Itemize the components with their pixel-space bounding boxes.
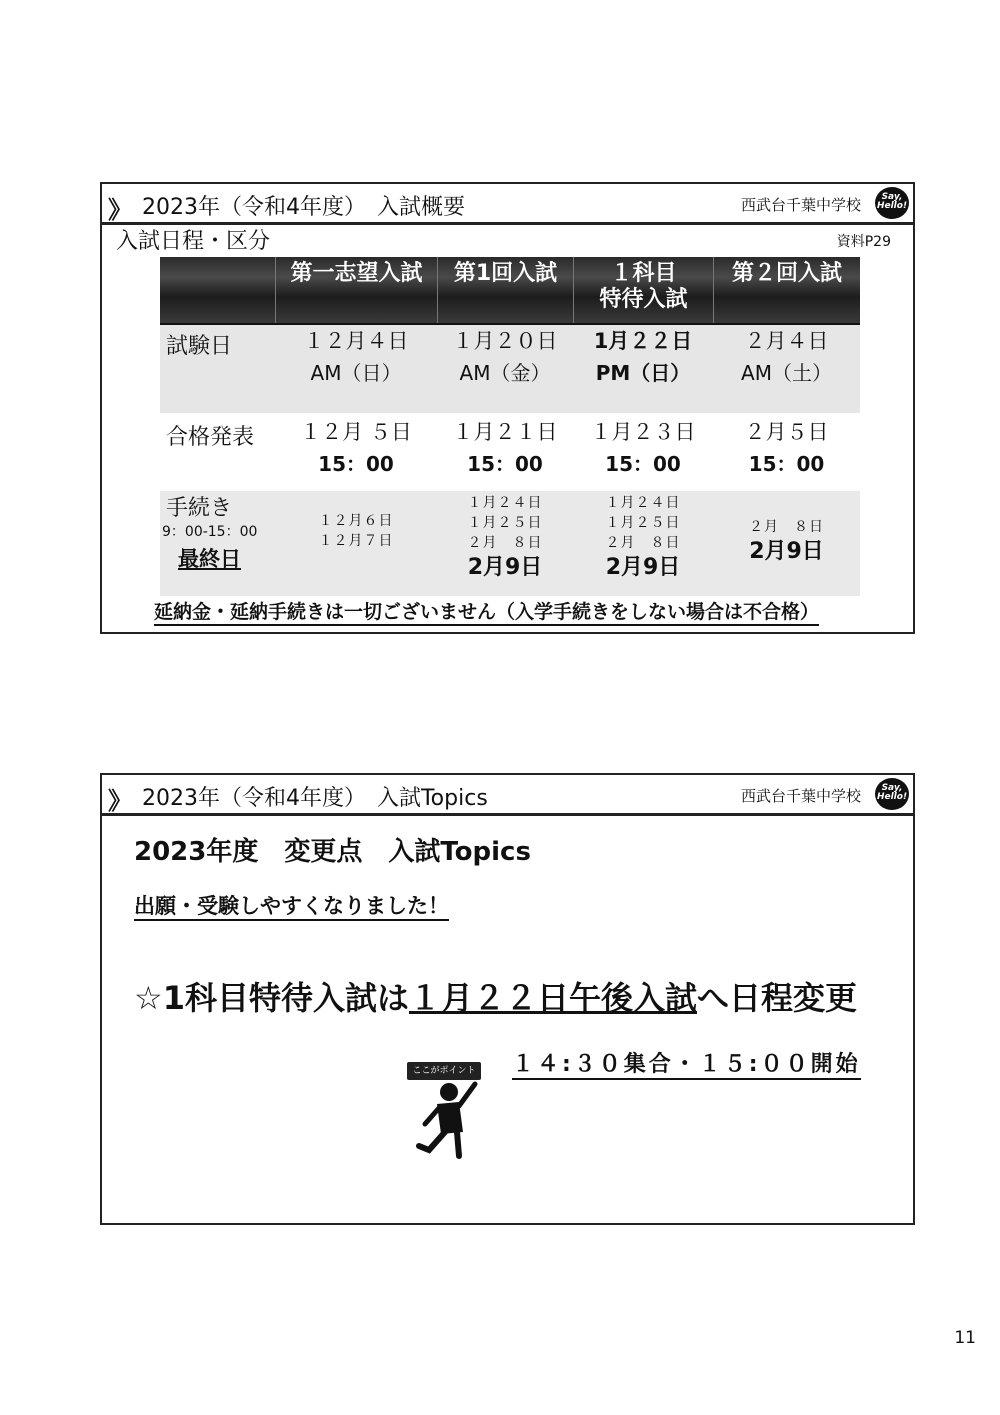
cell-pass-round1	[437, 416, 573, 480]
topics-main-change	[134, 973, 857, 1019]
cell-proc-round2	[713, 517, 860, 567]
school-name: 西武台千葉中学校	[740, 196, 861, 214]
cell-date: ２月４日	[744, 329, 829, 353]
section-subtitle: 入試日程・区分	[116, 229, 271, 254]
cell-exam-first	[275, 325, 437, 389]
pointing-person-icon	[407, 1080, 487, 1160]
page-number: 11	[954, 1328, 976, 1348]
cell-date: ２月 ８日	[605, 535, 681, 551]
cell-date: ２月 ８日	[467, 535, 543, 551]
double-chevron-icon: 》	[108, 787, 125, 815]
column-round-1: 第1回入試	[437, 257, 573, 323]
cell-proc-first	[275, 511, 437, 551]
table-row-exam-date	[160, 325, 860, 416]
column-one-subject-line2: 特待入試	[599, 287, 688, 312]
cell-date: 1月２２日	[593, 329, 693, 353]
slide-admission-topics	[100, 773, 915, 1225]
slide-header	[102, 775, 913, 816]
slide-title: 2023年（令和4年度） 入試概要	[142, 195, 465, 220]
assembly-start-time: １４:３０集合・１５:００開始	[512, 1047, 861, 1080]
school-name: 西武台千葉中学校	[740, 787, 861, 805]
main-change-prefix: ☆1科目特待入試は	[134, 979, 409, 1017]
cell-proc-one-subject	[573, 493, 713, 583]
point-badge: ここがポイント	[407, 1062, 481, 1080]
cell-date: ２月５日	[744, 420, 829, 444]
cell-time: AM（金）	[459, 361, 551, 385]
cell-time: 15：00	[748, 452, 825, 476]
topics-heading: 2023年度 変更点 入試Topics	[134, 837, 531, 867]
cell-time: PM（日）	[595, 361, 691, 385]
main-change-date: １月２２日午後入試	[408, 979, 697, 1017]
column-one-subject	[573, 257, 713, 323]
cell-final-date: 2月9日	[749, 539, 824, 564]
slide-header	[102, 184, 913, 225]
reference-label: 資料P29	[836, 234, 891, 250]
cell-time: 15：00	[605, 452, 681, 476]
cell-final-date: 2月9日	[605, 555, 681, 580]
slide-admission-overview	[100, 182, 915, 634]
school-logo-icon: Say, Hello!	[875, 187, 909, 219]
table-header	[160, 257, 860, 325]
cell-date: １２月７日	[318, 533, 394, 549]
cell-exam-round1	[437, 325, 573, 389]
cell-time: 15：00	[467, 452, 543, 476]
cell-date: １月２４日	[605, 495, 681, 511]
schedule-table	[160, 257, 860, 599]
cell-pass-one-subject	[573, 416, 713, 480]
column-one-subject-line1: １科目	[610, 261, 677, 286]
cell-final-date: 2月9日	[467, 555, 543, 580]
column-round-2: 第２回入試	[713, 257, 860, 323]
cell-time: 15：00	[318, 452, 394, 476]
table-row-procedure	[160, 491, 860, 599]
cell-date: １２月６日	[318, 513, 394, 529]
cell-proc-round1	[437, 493, 573, 583]
procedure-hours: 9：00-15：00	[162, 524, 258, 540]
final-day-label: 最終日	[178, 547, 241, 571]
deferral-notice: 延納金・延納手続きは一切ございません（入学手続きをしない場合は不合格）	[154, 600, 819, 626]
slide-title: 2023年（令和4年度） 入試Topics	[142, 786, 488, 811]
cell-time: AM（土）	[741, 361, 832, 385]
cell-time: AM（日）	[310, 361, 402, 385]
cell-date: １月２５日	[467, 515, 543, 531]
cell-date: １月２３日	[590, 420, 696, 444]
cell-date: １２月 ５日	[300, 420, 412, 444]
cell-exam-one-subject	[573, 325, 713, 389]
main-change-suffix: へ日程変更	[696, 979, 857, 1017]
cell-pass-first	[275, 416, 437, 480]
cell-pass-round2	[713, 416, 860, 480]
cell-date: １月２４日	[467, 495, 543, 511]
topics-catchphrase: 出願・受験しやすくなりました！	[134, 893, 449, 921]
double-chevron-icon: 》	[108, 196, 125, 224]
table-row-result-announcement	[160, 416, 860, 491]
cell-exam-round2	[713, 325, 860, 389]
cell-date: ２月 ８日	[749, 519, 824, 535]
cell-date: １月２１日	[452, 420, 558, 444]
cell-date: １２月４日	[303, 329, 409, 353]
cell-date: １月２０日	[452, 329, 558, 353]
column-first-choice: 第一志望入試	[275, 257, 437, 323]
row-label: 合格発表	[166, 425, 255, 450]
row-label: 手続き	[166, 496, 233, 521]
row-label: 試験日	[166, 334, 233, 359]
cell-date: １月２５日	[605, 515, 681, 531]
school-logo-icon: Say, Hello!	[875, 778, 909, 810]
